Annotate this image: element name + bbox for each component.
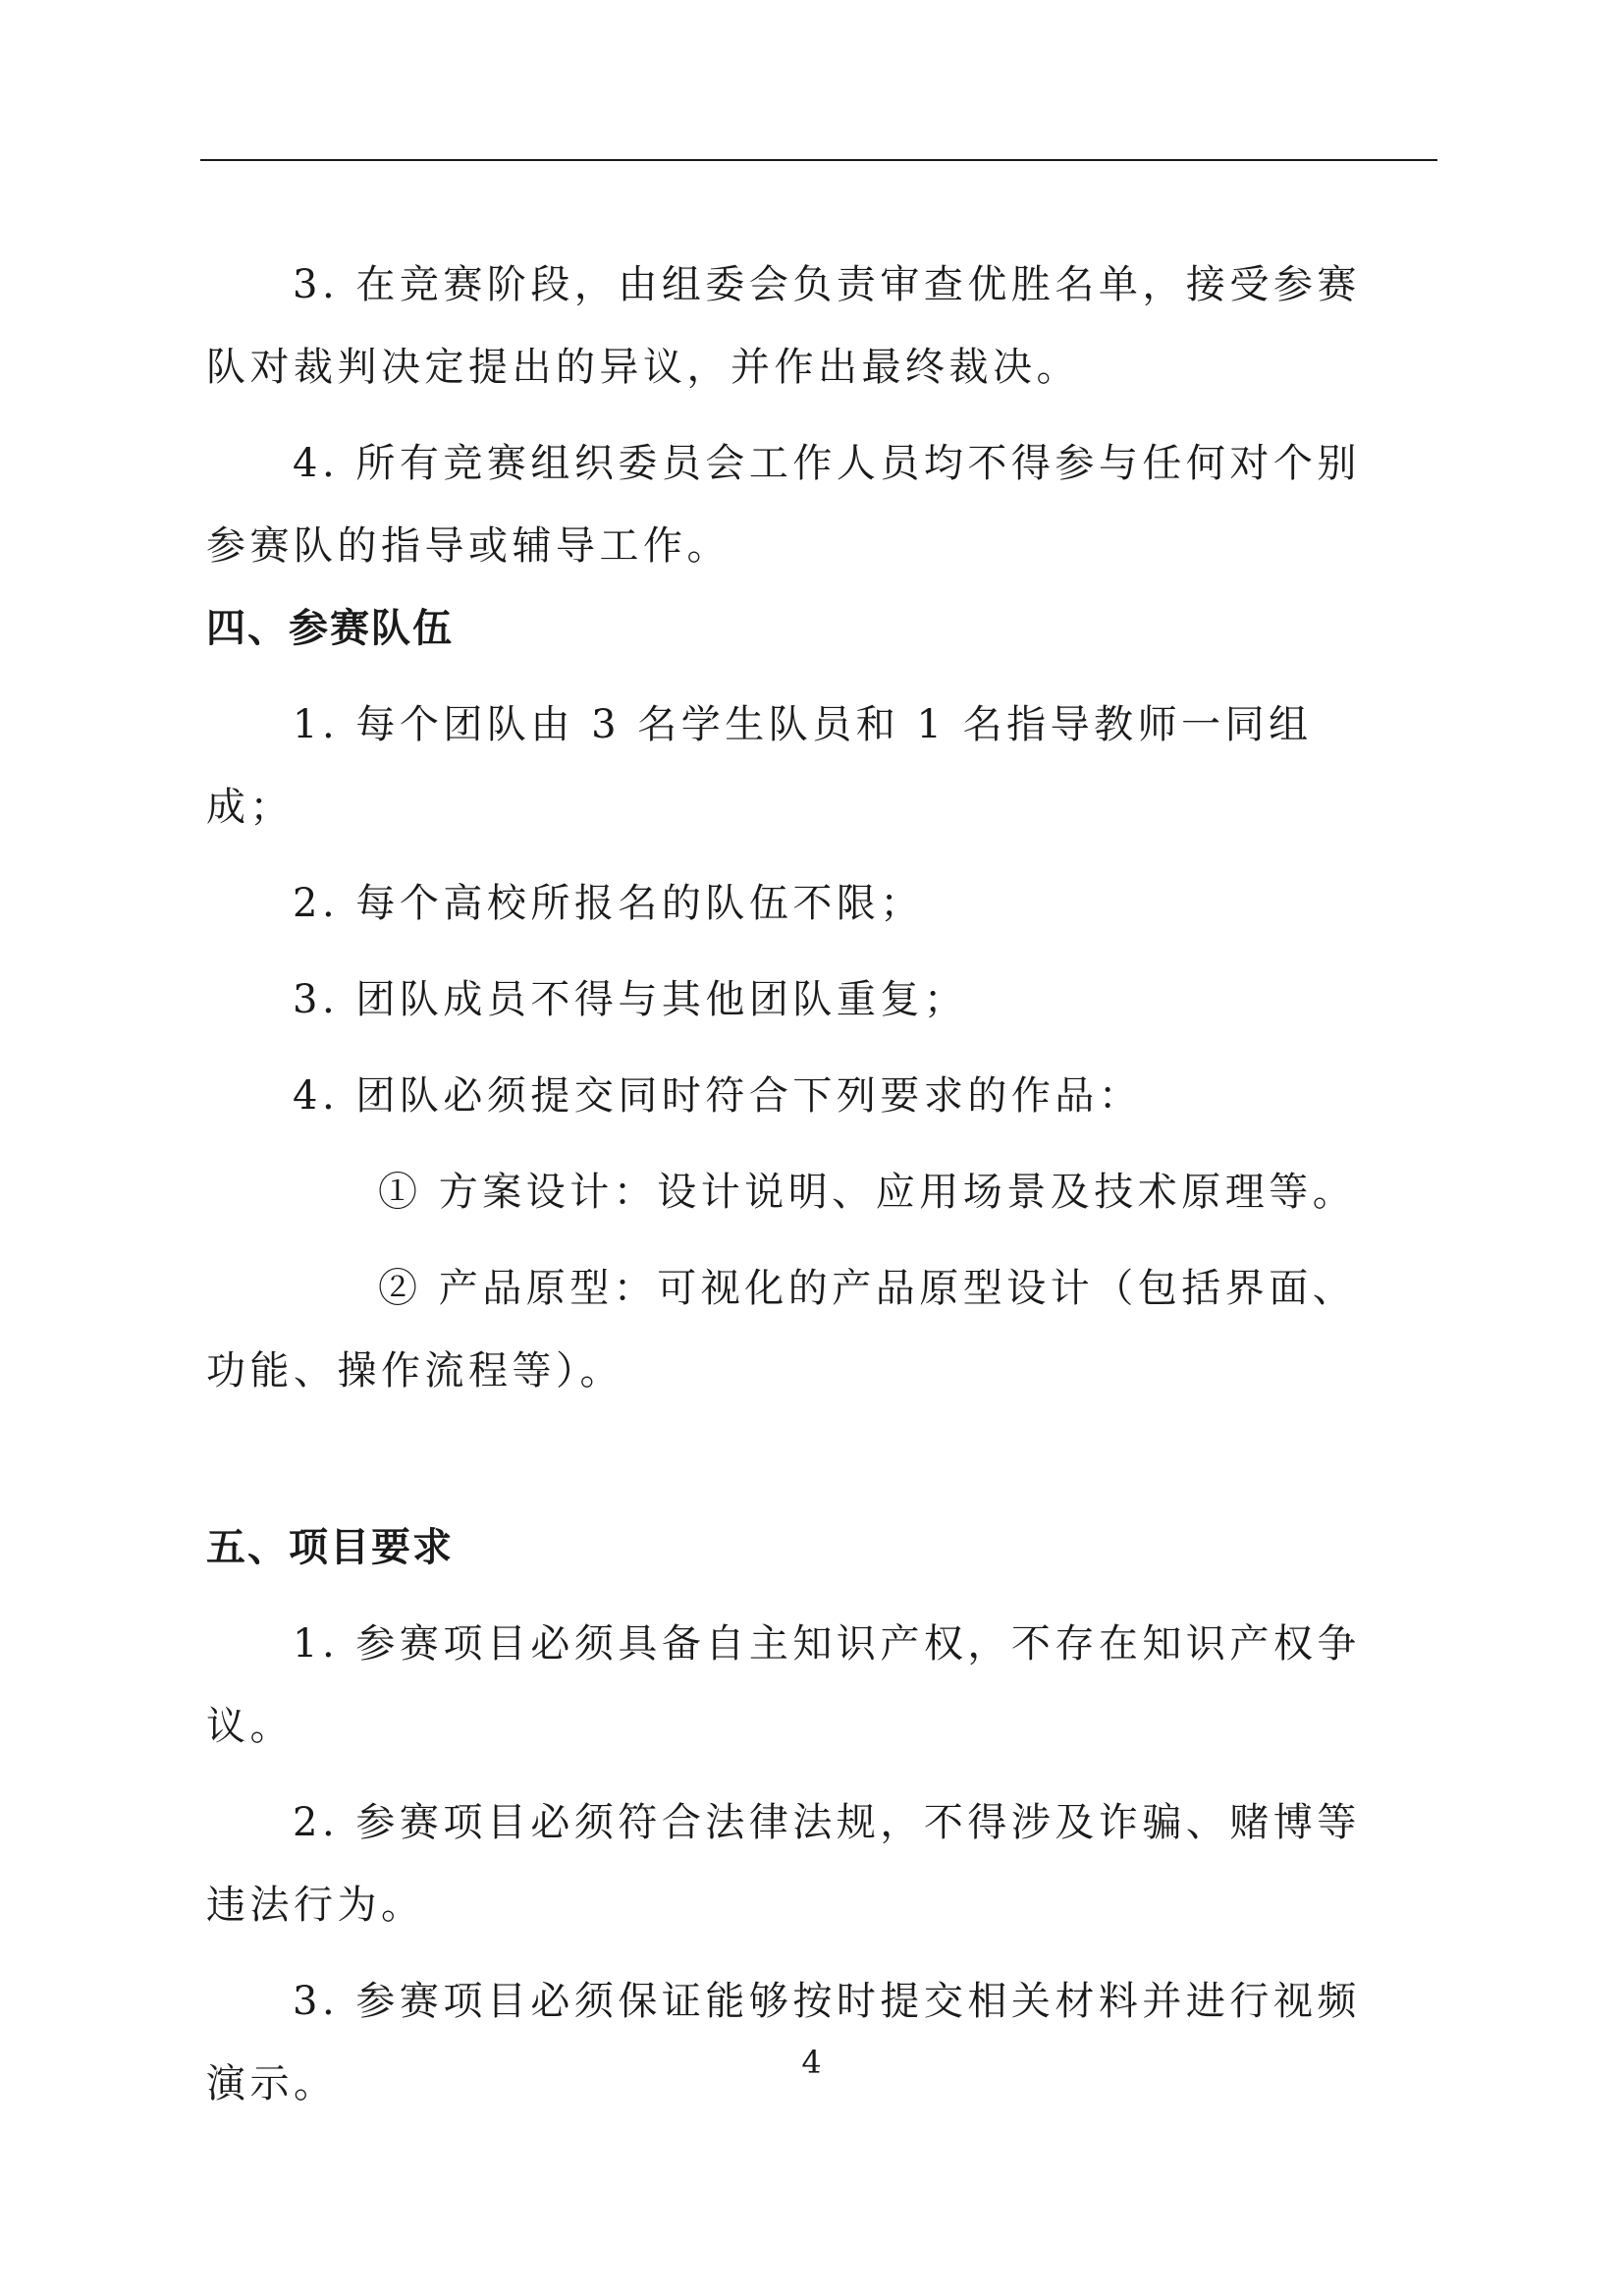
team-item-1: 1. 每个团队由 3 名学生队员和 1 名指导教师一同组成；	[206, 702, 1313, 830]
section-heading-requirements: 五、项目要求	[206, 1525, 454, 1570]
team-subitem-2: ② 产品原型：可视化的产品原型设计（包括界面、功能、操作流程等）。	[206, 1266, 1357, 1394]
section-heading-teams: 四、参赛队伍	[206, 606, 454, 651]
requirement-item-1: 1. 参赛项目必须具备自主知识产权，不存在知识产权争议。	[206, 1621, 1361, 1749]
requirement-item-3: 3. 参赛项目必须保证能够按时提交相关材料并进行视频演示。	[206, 1979, 1361, 2106]
team-item-3: 3. 团队成员不得与其他团队重复；	[293, 977, 968, 1022]
page-content	[206, 244, 1394, 2125]
rule-item-3: 3. 在竞赛阶段，由组委会负责审查优胜名单，接受参赛队对裁判决定提出的异议，并作出最终裁决。	[206, 262, 1361, 390]
requirement-item-2: 2. 参赛项目必须符合法律法规，不得涉及诈骗、赌博等违法行为。	[206, 1800, 1361, 1928]
team-subitem-1: ① 方案设计：设计说明、应用场景及技术原理等。	[378, 1170, 1357, 1215]
page-number: 4	[801, 2044, 822, 2081]
header-rule	[200, 159, 1437, 161]
team-item-4: 4. 团队必须提交同时符合下列要求的作品：	[293, 1073, 1143, 1119]
team-item-2: 2. 每个高校所报名的队伍不限；	[293, 881, 924, 926]
rule-item-4: 4. 所有竞赛组织委员会工作人员均不得参与任何对个别参赛队的指导或辅导工作。	[206, 441, 1361, 569]
